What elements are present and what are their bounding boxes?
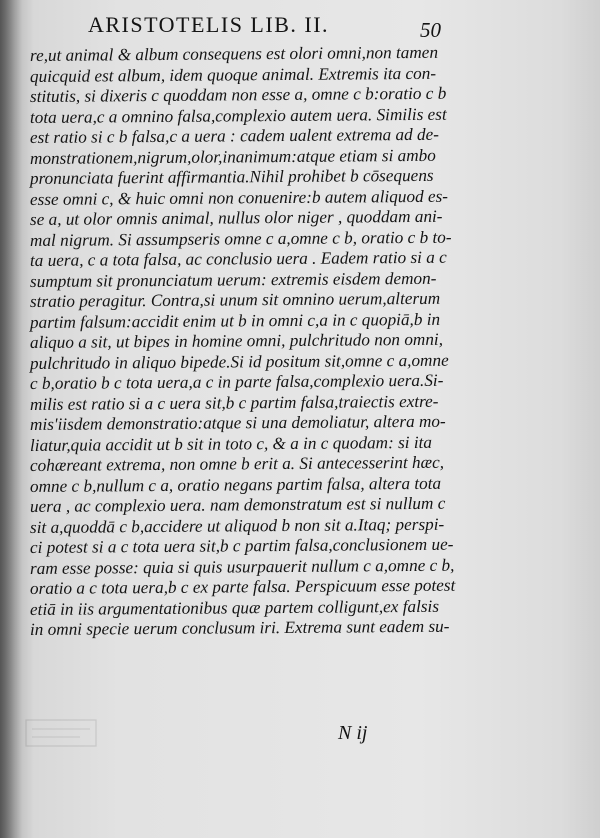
text-line: tota uera,c a omnino falsa,complexio autem uera. Similis est	[29, 104, 447, 127]
text-line: mal nigrum. Si assumpseris omne c a,omne c b, oratio c b to-	[29, 227, 452, 250]
text-line: ta uera, c a tota falsa, ac conclusio uera . Eadem ratio si a c	[29, 247, 447, 270]
signature-mark: N ij	[338, 722, 368, 744]
text-line: in omni specie uerum conclusum iri. Extrema sunt eadem su-	[29, 616, 450, 639]
text-line: ram esse posse: quia si quis usurpauerit nullum c a,omne c b,	[29, 555, 455, 578]
text-line: stratio peragitur. Contra,si unum sit omnino uerum,alterum	[29, 288, 441, 311]
text-line: c b,oratio b c tota uera,a c in parte falsa,complexio uera.Si-	[29, 370, 444, 393]
text-line: aliquo a sit, ut bipes in homine omni, pulchritudo non omni,	[29, 329, 444, 352]
text-line: oratio a c tota uera,b c ex parte falsa. Perspicuum esse potest	[29, 575, 456, 598]
body-text	[29, 42, 460, 641]
text-line: liatur,quia accidit ut b sit in toto c, & a in c quodam: si ita	[29, 432, 433, 455]
text-line: se a, ut olor omnis animal, nullus olor niger , quoddam ani-	[29, 206, 443, 229]
text-line: cohæreant extrema, non omne b erit a. Si antecesserint hæc,	[29, 452, 445, 475]
text-line: ci potest si a c tota uera sit,b c partim falsa,conclusionem ue-	[29, 534, 454, 557]
ink-bleed-decoration	[24, 717, 100, 751]
text-line: sit a,quoddā c b,accidere ut aliquod b non sit a.Itaq; perspi-	[29, 514, 445, 537]
page-binding-shadow	[0, 0, 22, 838]
text-line: quicquid est album, idem quoque animal. Extremis ita con-	[29, 63, 437, 86]
text-line: etiā in iis argumentationibus quæ partem colligunt,ex falsis	[29, 596, 440, 619]
text-line: sumptum sit pronunciatum uerum: extremis eisdem demon-	[29, 268, 437, 291]
text-line: esse omni c, & huic omni non conuenire:b autem aliquod es-	[29, 186, 449, 209]
text-line: re,ut animal & album consequens est olori omni,non tamen	[29, 42, 439, 65]
text-line: monstrationem,nigrum,olor,inanimum:atque etiam si ambo	[29, 145, 436, 168]
text-line: pulchritudo in aliquo bipede.Si id positum sit,omne c a,omne	[29, 350, 449, 373]
text-line: est ratio si c b falsa,c a uera : cadem ualent extrema ad de-	[29, 124, 439, 147]
text-line: pronunciata fuerint affirmantia.Nihil prohibet b cōsequens	[29, 165, 434, 188]
text-line: partim falsum:accidit enim ut b in omni c,a in c quopiā,b in	[29, 309, 441, 332]
text-line: stitutis, si dixeris c quoddam non esse a, omne c b:oratio c b	[29, 83, 447, 106]
text-line: milis est ratio si a c uera sit,b c partim falsa,traiectis extre-	[29, 391, 439, 414]
running-title: ARISTOTELIS LIB. II.	[88, 12, 330, 37]
text-line: omne c b,nullum c a, oratio negans partim falsa, altera tota	[29, 473, 442, 496]
page-number: 50	[420, 18, 441, 42]
text-line: uera , ac complexio uera. nam demonstratum est si nullum c	[29, 493, 446, 516]
text-line: mis'iisdem demonstratio:atque si una demoliatur, altera mo-	[29, 411, 446, 434]
